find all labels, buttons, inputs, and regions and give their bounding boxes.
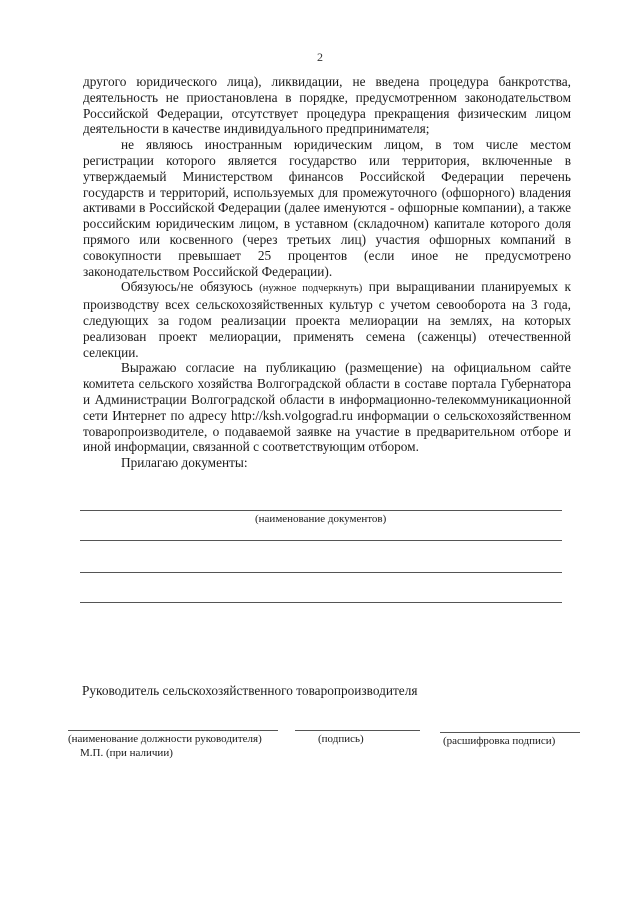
documents-line-4 — [80, 602, 562, 603]
page-number: 2 — [317, 50, 323, 64]
paragraph-legal-status: другого юридического лица), ликвидации, не введена процедура банкротства, деятельность не приостановлена в порядке, предусмотренном законодательством Российской Федерации, отсутствует процедура прекращения физическим лицом деятельности в качестве индивидуального предпринимателя; — [83, 74, 571, 137]
signature-heading: Руководитель сельскохозяйственного товаропроизводителя — [82, 683, 418, 698]
documents-line-1 — [80, 510, 562, 511]
body-text — [83, 74, 571, 471]
paragraph-seeds — [83, 279, 571, 360]
decode-caption: (расшифровка подписи) — [443, 735, 556, 747]
underline-hint: (нужное подчеркнуть) — [259, 283, 363, 295]
paragraph-attach: Прилагаю документы: — [121, 455, 248, 471]
documents-line-2 — [80, 540, 562, 541]
documents-caption: (наименование документов) — [255, 513, 387, 525]
position-line — [68, 730, 278, 731]
signature-line — [295, 730, 420, 731]
seeds-commitment: Обязуюсь/не обязуюсь — [121, 279, 253, 295]
paragraph-offshore: не являюсь иностранным юридическим лицом, в том числе местом регистрации которого является государство или территория, включенные в утверждаемый Министерством финансов Российской Федерации перечень государств и территорий, используемых для промежуточного (офшорного) владения активами в Российской Федерации (далее именуются - офшорные компании), а также российским юридическим лицом, в уставном (складочном) капитале которого доля прямого или косвенного (через третьих лиц) участия офшорных компаний в совокупности превышает 25 процентов (если иное не предусмотрено законодательством Российской Федерации). — [83, 137, 571, 279]
decode-line — [440, 732, 580, 733]
stamp-note: М.П. (при наличии) — [80, 747, 173, 759]
documents-line-3 — [80, 572, 562, 573]
paragraph-consent: Выражаю согласие на публикацию (размещение) на официальном сайте комитета сельского хозяйства Волгоградской области в составе портала Губернатора и Администрации Волгоградской области в информационно-телекоммуникационной сети Интернет по адресу http://ksh.volgograd.ru информации о сельскохозяйственном товаропроизводителе, о подаваемой заявке на участие в предварительном отборе и иной информации, связанной с соответствующим отбором. — [83, 360, 571, 455]
signature-caption: (подпись) — [318, 733, 364, 745]
position-caption: (наименование должности руководителя) — [68, 733, 262, 745]
seeds-text: при выращивании планируемых к производству всех сельскохозяйственных культур с учетом севооборота на 3 года, следующих за годом реализации проекта мелиорации на землях, на которых реализован проект мелиорации, применять семена (саженцы) отечественной селекции. — [83, 279, 572, 360]
